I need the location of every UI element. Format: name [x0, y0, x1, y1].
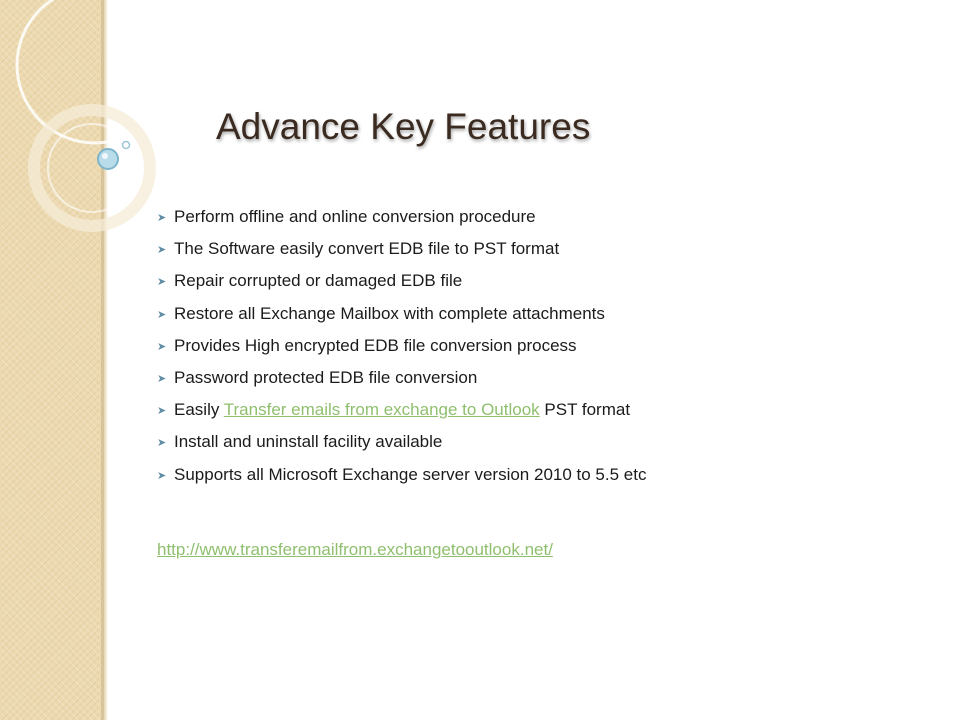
feature-text: Restore all Exchange Mailbox with complete attachments: [174, 303, 605, 323]
arrow-right-icon: ➤: [157, 372, 167, 385]
feature-list: [157, 206, 717, 496]
feature-text: Password protected EDB file conversion: [174, 367, 478, 387]
arrow-right-icon: ➤: [157, 276, 167, 289]
feature-text: Install and uninstall facility available: [174, 432, 443, 452]
arrow-right-icon: ➤: [157, 308, 167, 321]
feature-text: Repair corrupted or damaged EDB file: [174, 271, 463, 291]
website-url-link[interactable]: http://www.transferemailfrom.exchangetooutlook.net/: [157, 540, 553, 559]
feature-item: [157, 238, 717, 261]
feature-text: Provides High encrypted EDB file conversion process: [174, 335, 577, 355]
slide-title: Advance Key Features: [216, 106, 591, 147]
feature-item: [157, 431, 717, 454]
feature-text-suffix: PST format: [539, 400, 631, 420]
arrow-right-icon: ➤: [157, 469, 167, 482]
feature-item: [157, 464, 717, 487]
feature-item: [157, 303, 717, 326]
feature-item: [157, 335, 717, 358]
feature-text: The Software easily convert EDB file to PST format: [174, 239, 560, 259]
arrow-right-icon: ➤: [157, 212, 167, 224]
arrow-right-icon: ➤: [157, 244, 167, 257]
feature-item: [157, 206, 717, 229]
feature-item: [157, 270, 717, 293]
feature-item: [157, 399, 717, 422]
arrow-right-icon: ➤: [157, 405, 167, 418]
feature-item: [157, 367, 717, 390]
feature-text: Supports all Microsoft Exchange server version 2010 to 5.5 etc: [174, 464, 647, 484]
feature-text-prefix: Easily: [174, 400, 224, 420]
feature-text: Perform offline and online conversion procedure: [174, 207, 536, 226]
arrow-right-icon: ➤: [157, 437, 167, 450]
arrow-right-icon: ➤: [157, 340, 167, 353]
transfer-emails-link[interactable]: Transfer emails from exchange to Outlook: [223, 400, 540, 420]
